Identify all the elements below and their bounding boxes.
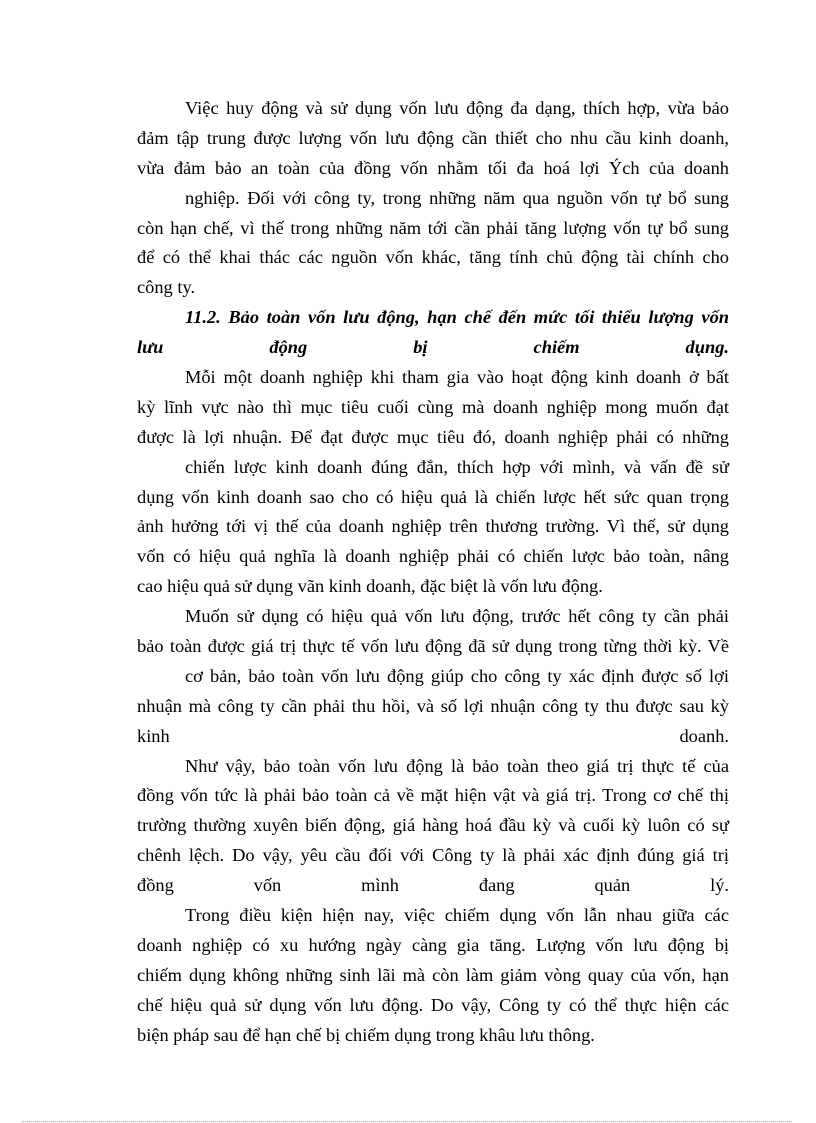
paragraph-line: vốn có hiệu quả nghĩa là doanh nghiệp phải có chiến lược bảo toàn, nâng: [137, 546, 729, 567]
paragraph-line: cao hiệu quả sử dụng vãn kinh doanh, đặc biệt là vốn lưu động.: [137, 576, 603, 597]
paragraph-line: doanh nghiệp có xu hướng ngày càng gia tăng. Lượng vốn lưu động bị: [137, 934, 729, 955]
paragraph-line: cơ bản, bảo toàn vốn lưu động giúp cho công ty xác định được số lợi: [185, 665, 729, 686]
paragraph-line: đồng vốn tức là phải bảo toàn cả về mặt hiện vật và giá trị. Trong cơ chế thị: [137, 785, 729, 806]
section-heading-line: 11.2. Bảo toàn vốn lưu động, hạn chế đến mức tối thiểu lượng vốn: [185, 307, 729, 328]
paragraph-line: đồng vốn mình đang quản lý.: [137, 875, 729, 896]
paragraph-line: chiếm dụng không những sinh lãi mà còn làm giảm vòng quay của vốn, hạn: [137, 964, 729, 985]
page-bottom-rule: [22, 1121, 792, 1122]
paragraph-line: biện pháp sau để hạn chế bị chiếm dụng trong khâu lưu thông.: [137, 1024, 595, 1045]
paragraph-line: Mỗi một doanh nghiệp khi tham gia vào hoạt động kinh doanh ở bất: [185, 367, 729, 388]
paragraph-line: đảm tập trung được lượng vốn lưu động cần thiết cho nhu cầu kinh doanh,: [137, 127, 729, 148]
paragraph-line: nhuận mà công ty cần phải thu hồi, và số lợi nhuận công ty thu được sau kỳ: [137, 695, 729, 716]
paragraph-line: công ty.: [137, 277, 196, 298]
paragraph-line: kinh doanh.: [137, 725, 729, 746]
paragraph-line: chiến lược kinh doanh đúng đắn, thích hợp với mình, và vấn đề sử: [185, 456, 729, 477]
paragraph-line: nghiệp. Đối với công ty, trong những năm qua nguồn vốn tự bổ sung: [185, 187, 729, 208]
paragraph-line: còn hạn chế, vì thế trong những năm tới cần phải tăng lượng vốn tự bổ sung: [137, 217, 729, 238]
paragraph-line: trường thường xuyên biến động, giá hàng hoá đầu kỳ và cuối kỳ luôn có sự: [137, 815, 729, 836]
paragraph-line: để có thể khai thác các nguồn vốn khác, tăng tính chủ động tài chính cho: [137, 247, 729, 268]
paragraph-line: chênh lệch. Do vậy, yêu cầu đối với Công ty là phải xác định đúng giá trị: [137, 845, 729, 866]
paragraph-line: kỳ lĩnh vực nào thì mục tiêu cuối cùng mà doanh nghiệp mong muốn đạt: [137, 396, 729, 417]
paragraph-line: bảo toàn được giá trị thực tế vốn lưu động đã sử dụng trong từng thời kỳ. Về: [137, 636, 729, 657]
paragraph-line: Muốn sử dụng có hiệu quả vốn lưu động, trước hết công ty cần phải: [185, 606, 729, 627]
paragraph-line: Trong điều kiện hiện nay, việc chiếm dụng vốn lẫn nhau giữa các: [185, 905, 729, 926]
section-heading-line: lưu động bị chiếm dụng.: [137, 337, 729, 358]
paragraph-line: Như vậy, bảo toàn vốn lưu động là bảo toàn theo giá trị thực tế của: [185, 755, 729, 776]
paragraph-line: được là lợi nhuận. Để đạt được mục tiêu đó, doanh nghiệp phải có những: [137, 426, 729, 447]
paragraph-line: ảnh hưởng tới vị thế của doanh nghiệp trên thương trường. Vì thế, sử dụng: [137, 516, 729, 537]
body-text: [137, 94, 729, 1051]
paragraph-line: vừa đảm bảo an toàn của đồng vốn nhằm tối đa hoá lợi Ých của doanh: [137, 157, 729, 178]
paragraph-line: chế hiệu quả sử dụng vốn lưu động. Do vậy, Công ty có thể thực hiện các: [137, 994, 729, 1015]
paragraph-line: dụng vốn kinh doanh sao cho có hiệu quả là chiến lược hết sức quan trọng: [137, 486, 729, 507]
paragraph-line: Việc huy động và sử dụng vốn lưu động đa dạng, thích hợp, vừa bảo: [185, 98, 729, 118]
